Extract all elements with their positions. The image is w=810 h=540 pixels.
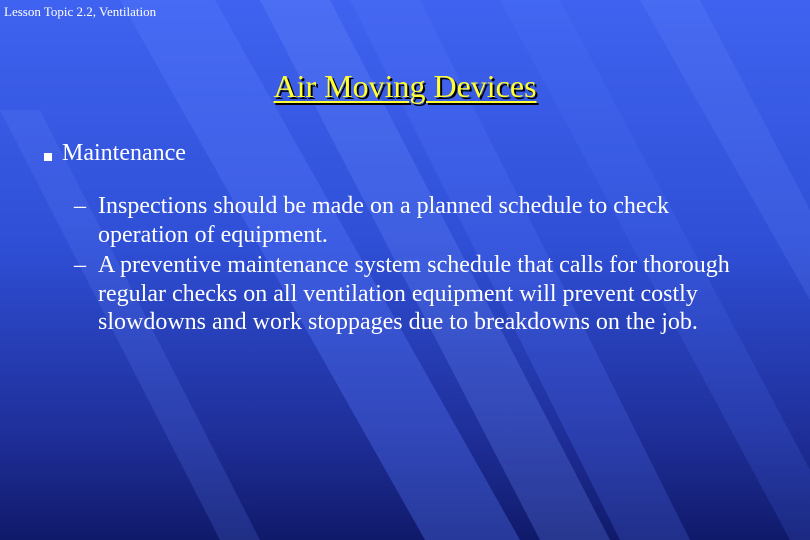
square-bullet-icon: [44, 153, 52, 161]
sub-bullet-list: [74, 192, 754, 339]
sub-bullet-text: Inspections should be made on a planned schedule to check operation of equipment.: [98, 193, 670, 248]
lesson-header: Lesson Topic 2.2, Ventilation: [4, 4, 157, 19]
slide-title: Air Moving Devices: [273, 68, 537, 104]
bullet-label: Maintenance: [62, 140, 186, 166]
sub-bullet-text: A preventive maintenance system schedule that calls for thorough regular checks on all ventilation equipment will prevent costly slowdowns and work stoppages due to breakdowns on the job.: [98, 252, 730, 335]
sub-bullet-item: [74, 192, 754, 249]
dash-marker: –: [74, 252, 86, 278]
dash-marker: –: [74, 193, 86, 219]
sub-bullet-item: [74, 251, 754, 337]
bullet-item: [44, 140, 186, 167]
